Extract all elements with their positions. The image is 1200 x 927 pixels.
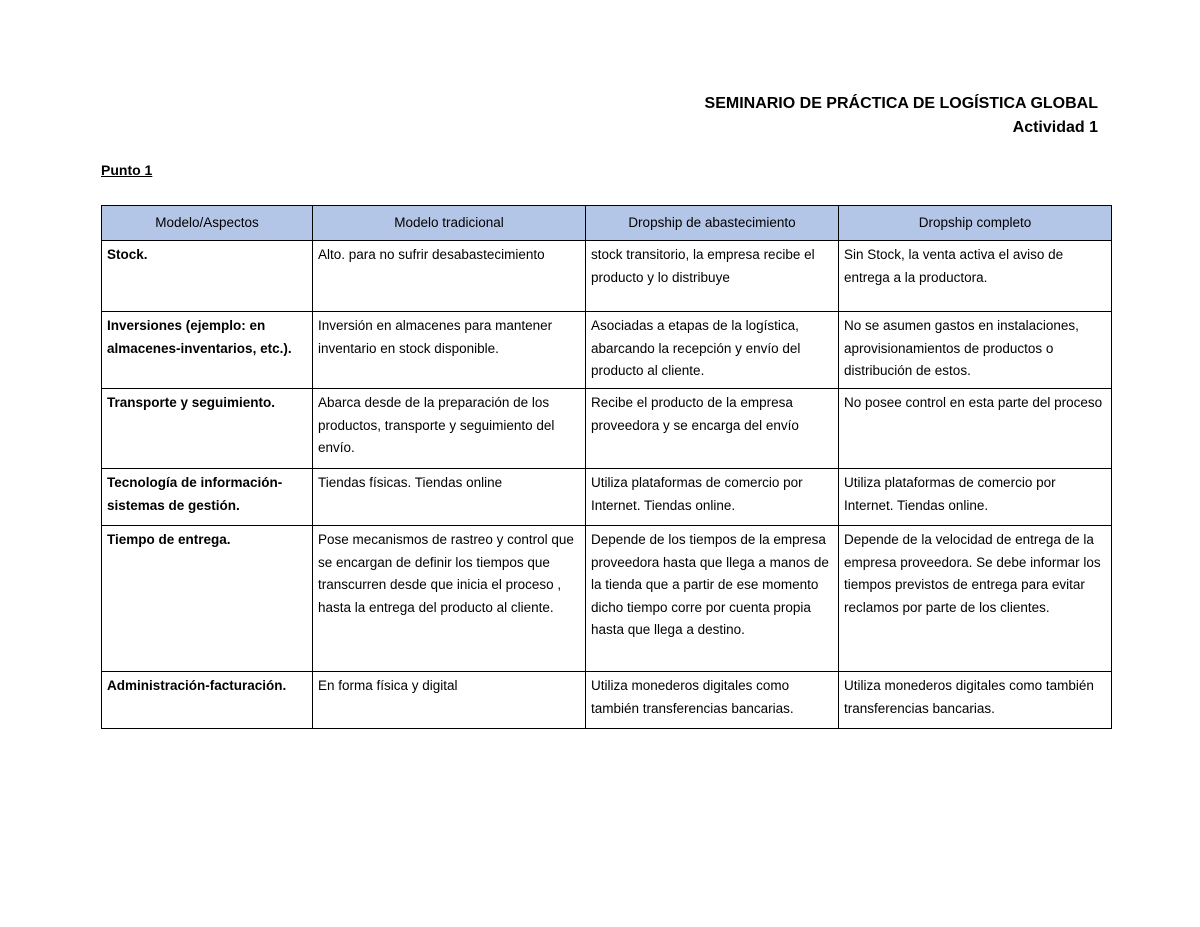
row-aspect: Transporte y seguimiento. [102, 389, 313, 469]
table-row [102, 469, 1112, 526]
cell-dropship-full: Depende de la velocidad de entrega de la empresa proveedora. Se debe informar los tiempos previstos de entrega para evitar reclamos por parte de los clientes. [839, 526, 1112, 672]
cell-traditional: Tiendas físicas. Tiendas online [313, 469, 586, 526]
cell-dropship-full: Utiliza monederos digitales como también transferencias bancarias. [839, 672, 1112, 729]
row-aspect: Tecnología de información-sistemas de gestión. [102, 469, 313, 526]
section-label: Punto 1 [101, 162, 153, 178]
row-aspect: Administración-facturación. [102, 672, 313, 729]
table-header-row [102, 206, 1112, 241]
document-subtitle: Actividad 1 [1012, 119, 1098, 136]
cell-dropship-full: Sin Stock, la venta activa el aviso de entrega a la productora. [839, 241, 1112, 312]
row-aspect: Inversiones (ejemplo: en almacenes-inventarios, etc.). [102, 312, 313, 389]
row-aspect: Tiempo de entrega. [102, 526, 313, 672]
row-aspect: Stock. [102, 241, 313, 312]
table-row [102, 389, 1112, 469]
cell-traditional: Inversión en almacenes para mantener inventario en stock disponible. [313, 312, 586, 389]
cell-traditional: Alto. para no sufrir desabastecimiento [313, 241, 586, 312]
cell-dropship-full: No posee control en esta parte del proceso [839, 389, 1112, 469]
cell-dropship-supply: stock transitorio, la empresa recibe el producto y lo distribuye [586, 241, 839, 312]
document-header [705, 92, 1098, 140]
table-row [102, 526, 1112, 672]
column-header-dropship-supply: Dropship de abastecimiento [586, 206, 839, 241]
comparison-table [101, 205, 1112, 729]
cell-dropship-supply: Recibe el producto de la empresa proveedora y se encarga del envío [586, 389, 839, 469]
column-header-dropship-full: Dropship completo [839, 206, 1112, 241]
cell-dropship-full: Utiliza plataformas de comercio por Internet. Tiendas online. [839, 469, 1112, 526]
cell-dropship-supply: Utiliza plataformas de comercio por Internet. Tiendas online. [586, 469, 839, 526]
cell-dropship-supply: Asociadas a etapas de la logística, abarcando la recepción y envío del producto al cliente. [586, 312, 839, 389]
cell-traditional: En forma física y digital [313, 672, 586, 729]
cell-dropship-supply: Depende de los tiempos de la empresa proveedora hasta que llega a manos de la tienda que a partir de ese momento dicho tiempo corre por cuenta propia hasta que llega a destino. [586, 526, 839, 672]
cell-dropship-supply: Utiliza monederos digitales como también transferencias bancarias. [586, 672, 839, 729]
cell-traditional: Abarca desde de la preparación de los productos, transporte y seguimiento del envío. [313, 389, 586, 469]
table-row [102, 672, 1112, 729]
cell-dropship-full: No se asumen gastos en instalaciones, aprovisionamientos de productos o distribución de estos. [839, 312, 1112, 389]
table-row [102, 241, 1112, 312]
cell-traditional: Pose mecanismos de rastreo y control que se encargan de definir los tiempos que transcurren desde que inicia el proceso , hasta la entrega del producto al cliente. [313, 526, 586, 672]
document-title: SEMINARIO DE PRÁCTICA DE LOGÍSTICA GLOBAL [704, 95, 1098, 112]
table-row [102, 312, 1112, 389]
column-header-aspects: Modelo/Aspectos [102, 206, 313, 241]
column-header-traditional: Modelo tradicional [313, 206, 586, 241]
